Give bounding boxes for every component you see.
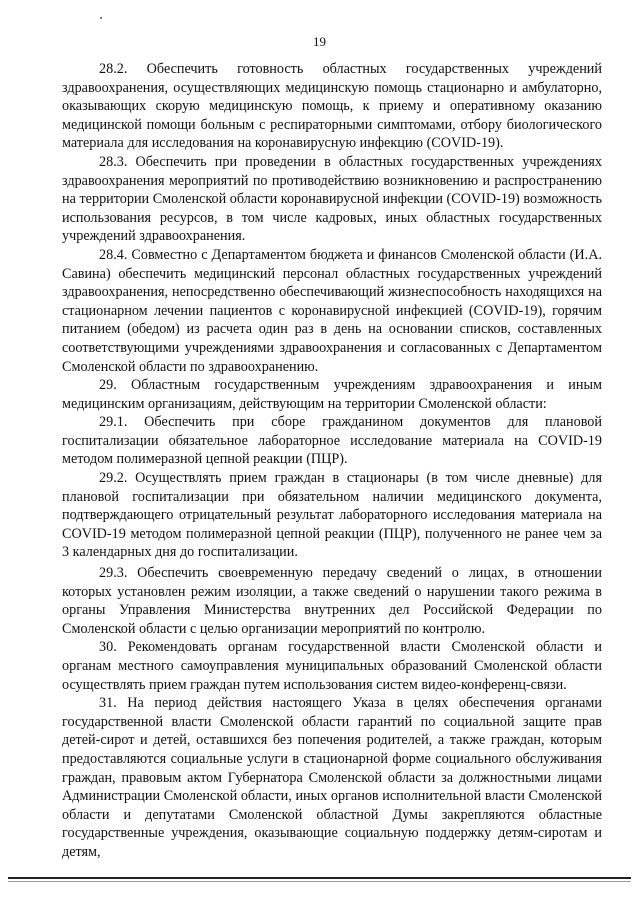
paragraph-29-3: 29.3. Обеспечить своевременную передачу сведений о лицах, в отношении которых установлен режим изоляции, а также сведений о нарушении такого режима в органы Управления Министерства внутренних дел Российской Федерации по Смоленской области с целью организации мероприятий по контролю. [62,565,602,637]
page-number: 19 [313,34,326,49]
paragraph-28-4: 28.4. Совместно с Департаментом бюджета и финансов Смоленской области (И.А. Савина) обеспечить медицинский персонал областных государственных учреждений здравоохранения, непосредственно обеспечивающий жизнеспособность находящихся на стационарном лечении пациентов с коронавирусной инфекцией (COVID-19), горячим питанием (обедом) из расчета один раз в день на основании списков, составленных соответствующими учреждениями здравоохранения и согласованных с Департаментом Смоленской области по здравоохранению. [62,246,602,375]
scan-bottom-edge-shadow [8,881,631,882]
paragraph-31: 31. На период действия настоящего Указа в целях обеспечения органами государственной власти Смоленской области гарантий по социальной защите прав детей-сирот и детей, оставшихся без попечения родителей, а также граждан, которым предоставляются социальные услуги в стационарной форме социального обслуживания граждан, правовым актом Губернатора Смоленской области за должностными лицами Администрации Смоленской области, иных органов исполнительной власти Смоленской области и депутатами Смоленской областной Думы закрепляются областные государственные учреждения, оказывающие социальную поддержку детям-сиротам и детям, [62,695,602,860]
paragraph-30: 30. Рекомендовать органам государственной власти Смоленской области и органам местного самоуправления муниципальных образований Смоленской области осуществлять прием граждан путем использования систем видео-конференц-связи. [62,639,602,693]
paragraph-29: 29. Областным государственным учреждениям здравоохранения и иным медицинским организациям, действующим на территории Смоленской области: [62,377,602,412]
paragraph-28-3: 28.3. Обеспечить при проведении в областных государственных учреждениях здравоохранения мероприятий по противодействию возникновению и распространению на территории Смоленской области коронавирусной инфекции (COVID-19) возможность использования ресурсов, в том числе кадровых, иных областных государственных учреждений здравоохранения. [62,153,602,245]
paragraph-29-1: 29.1. Обеспечить при сборе гражданином документов для плановой госпитализации обязательное лабораторное исследование материала на COVID-19 методом полимеразной цепной реакции (ПЦР). [62,414,602,468]
scan-speck [100,17,102,19]
document-body [62,60,602,862]
paragraph-29-2: 29.2. Осуществлять прием граждан в стационары (в том числе дневные) для плановой госпитализации при обязательном наличии медицинского документа, подтверждающего отрицательный результат лабораторного исследования материала на COVID-19 методом полимеразной цепной реакции (ПЦР), полученного не ранее чем за 3 календарных дня до госпитализации. [62,470,602,561]
scan-bottom-edge [8,877,631,879]
paragraph-28-2: 28.2. Обеспечить готовность областных государственных учреждений здравоохранения, осуществляющих медицинскую помощь стационарно и амбулаторно, оказывающих скорую медицинскую помощь, к приему и оперативному оказанию медицинской помощи больным с респираторными симптомами, отбору биологического материала для исследования на коронавирусную инфекцию (COVID-19). [62,61,602,152]
